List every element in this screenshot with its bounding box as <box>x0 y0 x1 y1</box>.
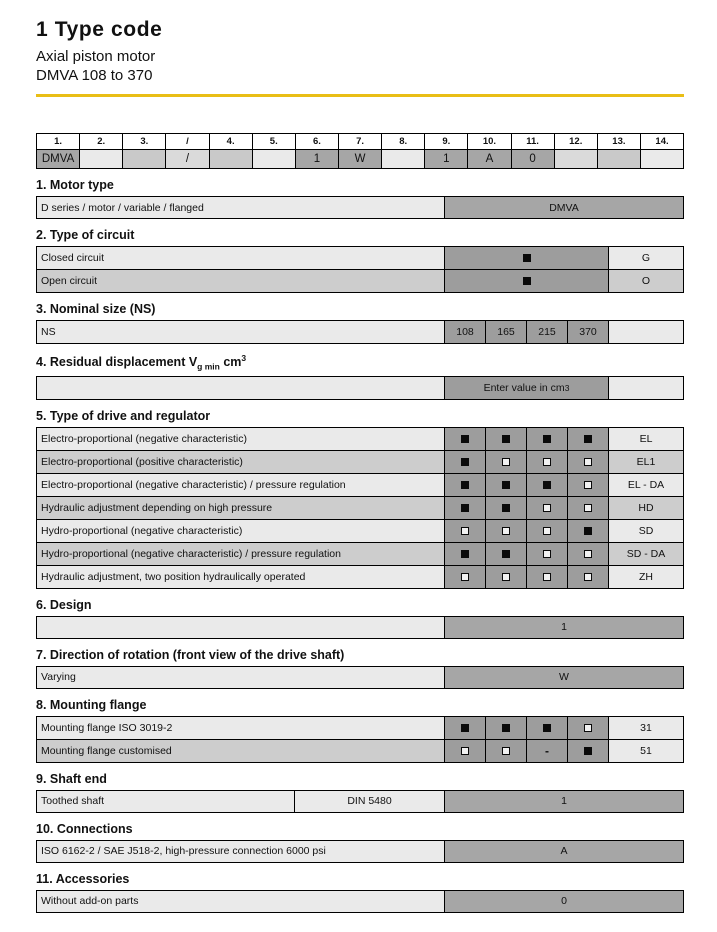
availability-mark <box>568 566 608 588</box>
availability-cell <box>567 740 608 762</box>
section-title-design: 6. Design <box>36 597 92 612</box>
availability-mark <box>568 474 608 496</box>
code-cell: EL - DA <box>608 474 683 496</box>
availability-cell <box>444 270 608 292</box>
availability-mark <box>486 717 526 739</box>
table-row <box>36 616 684 639</box>
availability-mark <box>527 740 567 762</box>
tc-col-header: 4. <box>209 134 252 149</box>
code-cell: SD - DA <box>608 543 683 565</box>
row-label: Electro-proportional (negative characteristic) <box>37 428 444 450</box>
section-title-type-of-circuit: 2. Type of circuit <box>36 228 135 242</box>
title-subscript: g min <box>197 361 220 372</box>
availability-mark <box>568 543 608 565</box>
section-title-drive-and-regulator: 5. Type of drive and regulator <box>36 408 211 423</box>
row-label: Mounting flange ISO 3019-2 <box>37 717 444 739</box>
code-cell: 51 <box>608 740 683 762</box>
availability-cell <box>485 428 526 450</box>
standard-cell: DIN 5480 <box>294 791 444 812</box>
table-row <box>36 790 684 813</box>
section-title-residual-displacement <box>36 353 684 372</box>
tc-col-header: 6. <box>295 134 338 149</box>
tc-col-header: 11. <box>511 134 554 149</box>
availability-cell <box>526 451 567 473</box>
code-cell: 1 <box>444 791 683 812</box>
tc-value-cell: A <box>467 150 510 168</box>
availability-cell <box>444 717 485 739</box>
availability-mark <box>445 428 485 450</box>
table-row <box>36 716 684 740</box>
table-row <box>36 739 684 763</box>
row-label: Hydraulic adjustment depending on high pressure <box>37 497 444 519</box>
availability-mark <box>527 520 567 542</box>
availability-cell <box>526 543 567 565</box>
availability-cell <box>485 497 526 519</box>
row-label: Hydro-proportional (negative characteristic) <box>37 520 444 542</box>
row-label: D series / motor / variable / flanged <box>37 197 444 218</box>
row-label: Electro-proportional (negative characteristic) / pressure regulation <box>37 474 444 496</box>
availability-mark <box>486 740 526 762</box>
availability-mark <box>445 474 485 496</box>
table-row <box>36 840 684 863</box>
availability-cell <box>526 566 567 588</box>
tc-col-header: 10. <box>467 134 510 149</box>
row-label: Electro-proportional (positive characteristic) <box>37 451 444 473</box>
availability-cell <box>526 520 567 542</box>
table-row <box>36 542 684 566</box>
table-row <box>36 519 684 543</box>
row-label <box>37 377 444 399</box>
availability-cell <box>526 474 567 496</box>
availability-mark <box>486 474 526 496</box>
availability-cell <box>567 543 608 565</box>
availability-mark <box>445 566 485 588</box>
availability-mark <box>486 497 526 519</box>
availability-mark <box>445 717 485 739</box>
availability-cell <box>526 717 567 739</box>
availability-cell <box>485 566 526 588</box>
availability-cell <box>567 451 608 473</box>
code-cell: SD <box>608 520 683 542</box>
table-row <box>36 496 684 520</box>
tc-col-header: / <box>165 134 208 149</box>
tc-value-cell <box>554 150 597 168</box>
tc-col-header: 9. <box>424 134 467 149</box>
table-row <box>36 450 684 474</box>
row-label: Mounting flange customised <box>37 740 444 762</box>
tc-col-header: 1. <box>37 134 79 149</box>
title-text: cm <box>219 355 242 370</box>
size-cell: 108 <box>444 321 485 343</box>
tc-col-header: 3. <box>122 134 165 149</box>
tc-value-cell: DMVA <box>37 150 79 168</box>
code-cell: HD <box>608 497 683 519</box>
code-cell: O <box>608 270 683 292</box>
size-cell: 165 <box>485 321 526 343</box>
availability-mark <box>568 520 608 542</box>
tc-value-cell <box>597 150 640 168</box>
availability-cell <box>444 520 485 542</box>
accent-rule <box>36 94 684 97</box>
tc-col-header: 5. <box>252 134 295 149</box>
code-cell: 1 <box>444 617 683 638</box>
type-code-value-row <box>37 149 683 168</box>
tc-col-header: 13. <box>597 134 640 149</box>
code-cell: A <box>444 841 683 862</box>
availability-mark <box>445 497 485 519</box>
availability-cell <box>444 543 485 565</box>
table-row <box>36 269 684 293</box>
section-title-mounting-flange: 8. Mounting flange <box>36 697 147 712</box>
subtitle-model-range: DMVA 108 to 370 <box>36 67 153 84</box>
availability-cell <box>567 428 608 450</box>
availability-mark <box>527 474 567 496</box>
code-cell: 31 <box>608 717 683 739</box>
availability-mark <box>445 740 485 762</box>
title-text: 4. Residual displacement V <box>36 355 198 370</box>
tc-value-cell <box>640 150 683 168</box>
section-title-nominal-size: 3. Nominal size (NS) <box>36 302 156 316</box>
doc-header <box>36 18 684 97</box>
availability-cell <box>485 451 526 473</box>
availability-cell <box>485 717 526 739</box>
tc-value-cell <box>122 150 165 168</box>
table-row <box>36 890 684 913</box>
availability-cell <box>526 740 567 762</box>
tc-value-cell <box>381 150 424 168</box>
availability-cell <box>485 543 526 565</box>
availability-mark <box>568 428 608 450</box>
availability-cell <box>444 740 485 762</box>
row-label: Open circuit <box>37 270 444 292</box>
code-cell <box>608 377 683 399</box>
tc-value-cell <box>79 150 122 168</box>
tc-value-cell: / <box>165 150 208 168</box>
row-label: Without add-on parts <box>37 891 444 912</box>
code-cell: DMVA <box>444 197 683 218</box>
availability-cell <box>485 740 526 762</box>
availability-mark <box>445 520 485 542</box>
availability-cell <box>526 428 567 450</box>
availability-mark <box>527 497 567 519</box>
tc-col-header: 8. <box>381 134 424 149</box>
availability-mark <box>445 451 485 473</box>
availability-mark <box>527 428 567 450</box>
availability-cell <box>567 497 608 519</box>
availability-mark <box>527 451 567 473</box>
row-label: Closed circuit <box>37 247 444 269</box>
availability-cell <box>444 451 485 473</box>
tc-col-header: 7. <box>338 134 381 149</box>
row-label: NS <box>37 321 444 343</box>
code-cell: ZH <box>608 566 683 588</box>
availability-mark <box>445 270 608 292</box>
availability-cell <box>444 497 485 519</box>
code-cell: EL <box>608 428 683 450</box>
availability-cell <box>567 474 608 496</box>
table-row <box>36 376 684 400</box>
availability-mark <box>445 247 608 269</box>
section-title-accessories: 11. Accessories <box>36 871 130 886</box>
tc-col-header: 2. <box>79 134 122 149</box>
availability-cell <box>526 497 567 519</box>
availability-cell <box>444 428 485 450</box>
availability-cell <box>485 474 526 496</box>
table-row <box>36 246 684 270</box>
code-cell: EL1 <box>608 451 683 473</box>
availability-mark <box>486 520 526 542</box>
table-row <box>36 427 684 451</box>
availability-cell <box>567 520 608 542</box>
availability-mark <box>527 566 567 588</box>
row-label: ISO 6162-2 / SAE J518-2, high-pressure connection 6000 psi <box>37 841 444 862</box>
enter-value-text: Enter value in cm <box>483 381 565 394</box>
tc-value-cell <box>209 150 252 168</box>
code-cell: 0 <box>444 891 683 912</box>
enter-value-superscript: 3 <box>564 382 570 393</box>
type-code-header-row <box>37 134 683 149</box>
row-label: Varying <box>37 667 444 688</box>
table-row <box>36 473 684 497</box>
availability-mark <box>486 451 526 473</box>
size-cell: 370 <box>567 321 608 343</box>
row-label: Hydraulic adjustment, two position hydraulically operated <box>37 566 444 588</box>
tc-value-cell <box>252 150 295 168</box>
row-label: Hydro-proportional (negative characteristic) / pressure regulation <box>37 543 444 565</box>
title-superscript: 3 <box>241 353 247 363</box>
availability-cell <box>567 566 608 588</box>
section-title-connections: 10. Connections <box>36 821 133 836</box>
availability-cell <box>444 247 608 269</box>
subtitle-product: Axial piston motor <box>36 48 156 65</box>
tc-col-header: 12. <box>554 134 597 149</box>
code-cell: G <box>608 247 683 269</box>
availability-mark <box>486 428 526 450</box>
availability-mark <box>445 543 485 565</box>
row-label: Toothed shaft <box>37 791 294 812</box>
size-cell: 215 <box>526 321 567 343</box>
availability-mark <box>486 566 526 588</box>
section-title-direction-of-rotation: 7. Direction of rotation (front view of the drive shaft) <box>36 647 345 662</box>
tc-value-cell: 1 <box>295 150 338 168</box>
availability-cell <box>567 717 608 739</box>
section-title-motor-type: 1. Motor type <box>36 178 114 192</box>
table-row <box>36 565 684 589</box>
table-row <box>36 196 684 219</box>
availability-mark <box>527 717 567 739</box>
availability-cell <box>444 474 485 496</box>
code-cell <box>608 321 683 343</box>
availability-mark <box>527 543 567 565</box>
table-row <box>36 666 684 689</box>
enter-value-cell <box>444 377 608 399</box>
availability-cell <box>444 566 485 588</box>
tc-col-header: 14. <box>640 134 683 149</box>
tc-value-cell: W <box>338 150 381 168</box>
page-title: 1 Type code <box>36 18 163 41</box>
tc-value-cell: 1 <box>424 150 467 168</box>
section-title-shaft-end: 9. Shaft end <box>36 771 107 786</box>
code-cell: W <box>444 667 683 688</box>
availability-mark <box>568 451 608 473</box>
type-code-table <box>36 133 684 169</box>
availability-mark <box>568 740 608 762</box>
availability-mark <box>568 717 608 739</box>
row-label <box>37 617 444 638</box>
table-row <box>36 320 684 344</box>
availability-mark <box>568 497 608 519</box>
tc-value-cell: 0 <box>511 150 554 168</box>
availability-mark <box>486 543 526 565</box>
availability-cell <box>485 520 526 542</box>
